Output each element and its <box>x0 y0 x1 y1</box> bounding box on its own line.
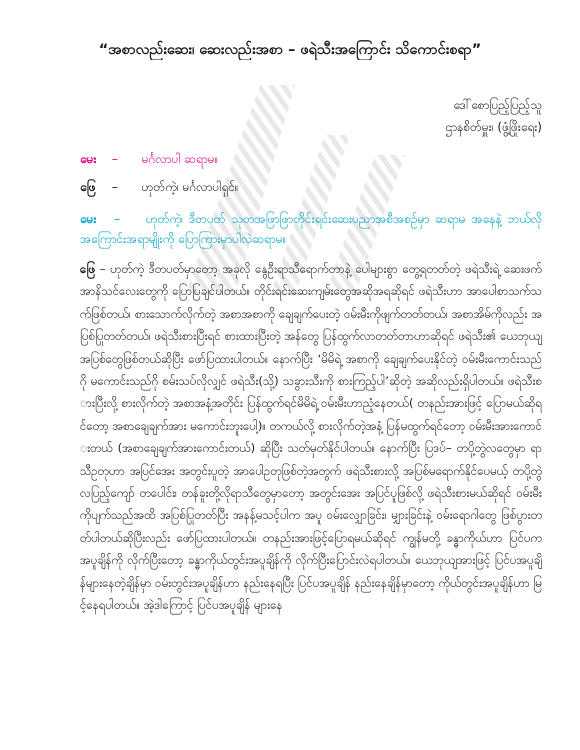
answer-1 <box>80 178 542 196</box>
question-speaker: မေး <box>80 212 97 226</box>
answer-text: ဟုတ်ကဲ့၊ မင်္ဂလာပါရှင်။ <box>141 180 239 194</box>
question-2 <box>80 209 542 249</box>
answer-dash: – <box>111 180 118 194</box>
question-dash: – <box>113 212 120 226</box>
question-text: ဟုတ်ကဲ့၊ ဒီတပတ် သုတအဖြာဖြာတိုင်းရင်းဆေးပညာအစီအစဉ်မှာ ဆရာမ အနေနဲ့ ဘယ်လိုအကြောင်းအရာမျိုးကို ပြောကြားမှာပါလဲဆရာမ။ <box>80 212 542 246</box>
question-dash: – <box>111 152 118 166</box>
author-affiliation: ဌာနစိတ်မှူး၊ (ဖွံ့ဖြိုးရေး) <box>445 120 542 134</box>
author-name: ဒေါ်စောပြည့်ပြည့်သူ <box>453 98 542 112</box>
question-speaker: မေး <box>80 152 97 166</box>
question-text: မင်္ဂလာပါ ဆရာမ။ <box>141 152 219 166</box>
answer-speaker: ဖြေ <box>80 262 96 276</box>
document-title: “အစာလည်းဆေး၊ ဆေးလည်းအစာ – ဖရဲသီးအကြောင်း သိကောင်းစရာ” <box>98 42 482 58</box>
answer-speaker: ဖြေ <box>80 180 96 194</box>
question-1 <box>80 150 542 168</box>
answer-2-paragraph <box>80 258 542 738</box>
answer-2-text: – ဟုတ်ကဲ့ ဒီတပတ်မှာတော့ အခုလို နွေဦးရာသီရောက်တာနဲ့ ပေါများစွာ တွေ့ရတတ်တဲ့ ဖရဲသီးရဲ့ ဆေးဖက်အာနိသင်လေးတွေကို ပြောပြချင်ပါတယ်။ တိုင်းရင်းဆေးကျမ်းတွေအဆိုအရဆိုရင် ဖရဲသီးဟာ အာပေါစာသက်သက်ဖြစ်တယ်၊ စားသောက်လိုက်တဲ့ အစာအစာကို ချေချက်ပေးတဲ့ ဝမ်းမီးကိုဖျက်တတ်တယ်၊ အစာအိမ်ကိုလည်း အပြစ်ပြုတတ်တယ်၊ ဖရဲသီးစားပြီးရင် စားထားပြီးတဲ့ အန်တွေ ပြန်ထွက်လာတတ်တာဟာဆိုရင် ဖရဲသီး၏ ယေဘုယျ အပြစ်တွေဖြစ်တယ်ဆိုပြီး ဖော်ပြထားပါတယ်။ နောက်ပြီး ‘မိမိရဲ့ အစာကို ချေချက်ပေးနိုင်တဲ့ ဝမ်းမီးကောင်းသည်ဂို မကောင်းသည်ဂို စမ်းသပ်လိုလျှင် ဖရဲသီး(သို့) သခွားသီးကို စားကြည့်ပါ’ဆိုတဲ့ အဆိုလည်းရှိပါတယ်။ ဖရဲသီးစားပြီးလို့ စားလိုက်တဲ့ အစာအနံ့အတိုင်း ပြန်ထွက်ရင်မိမိရဲ့ ဝမ်းမီးဟာညံ့နေတယ်( တနည်းအားဖြင့် ပြောမယ်ဆိုရင်တော့ အစာချေချက်အား မကောင်းဘူးပေါ့)။ တကယ်လို့ စားလိုက်တဲ့အနံ့ ပြန်မထွက်ရင်တော့ ဝမ်းမီးအားကောင်းတယ် (အစာချေချက်အားကောင်းတယ်) ဆိုပြီး သတ်မှတ်နိုင်ပါတယ်။ နောက်ပြီး ပြဒပ်– တပို့တွဲလတွေမှာ ရာသီဥတုဟာ အပြင်အေး အတွင်းပူတဲ့ အာပေါဥတုဖြစ်တဲ့အတွက် ဖရဲသီးစားလို့ အပြစ်မရောက်နိုင်ပေမယ့် တပို့တွဲလပြည့်ကျော် တပေါင်း၊ တန်ခူးတို့လိုရာသီတွေမှာတော့ အတွင်းအေး အပြင်ပူဖြစ်လို့ ဖရဲသီးစားမယ်ဆိုရင် ဝမ်းမီးကိုပျက်သည်အထိ အပြစ်ပြုတတ်ပြီး အနန့်မသင့်ပါက အပူ ဝမ်းလျှောခြင်း၊ မျှားခြင်းနဲ့ ဝမ်းရောဂါတွေ ဖြစ်ပွားတတ်ပါတယ်ဆိုပြီးလည်း ဖော်ပြထားပါတယ်။ တနည်းအားဖြင့်ပြောရမယ်ဆိုရင် ကျွန်မတို့ ခန္ဓာကိုယ်ဟာ ပြင်ပက အပူချိန်ကို လိုက်ပြီးတော့ ခန္ဓာကိုယ်တွင်းအပူချိန်ကို လိုက်ပြီးပြောင်းလဲရပါတယ်။ ယေဘုယျအားဖြင့် ပြင်ပအပူချိန်များနေတဲ့ချိန်မှာ ဝမ်းတွင်းအပူချိန်ဟာ နည်းနေရပြီး ပြင်ပအပူချိန် နည်းနေချိန်မှာတော့ ကိုယ်တွင်းအပူချိန်ဟာ မြင့်နေရပါတယ်။ အဲ့ဒါကြောင့် ပြင်ပအပူချိန် များနေ <box>80 262 542 613</box>
